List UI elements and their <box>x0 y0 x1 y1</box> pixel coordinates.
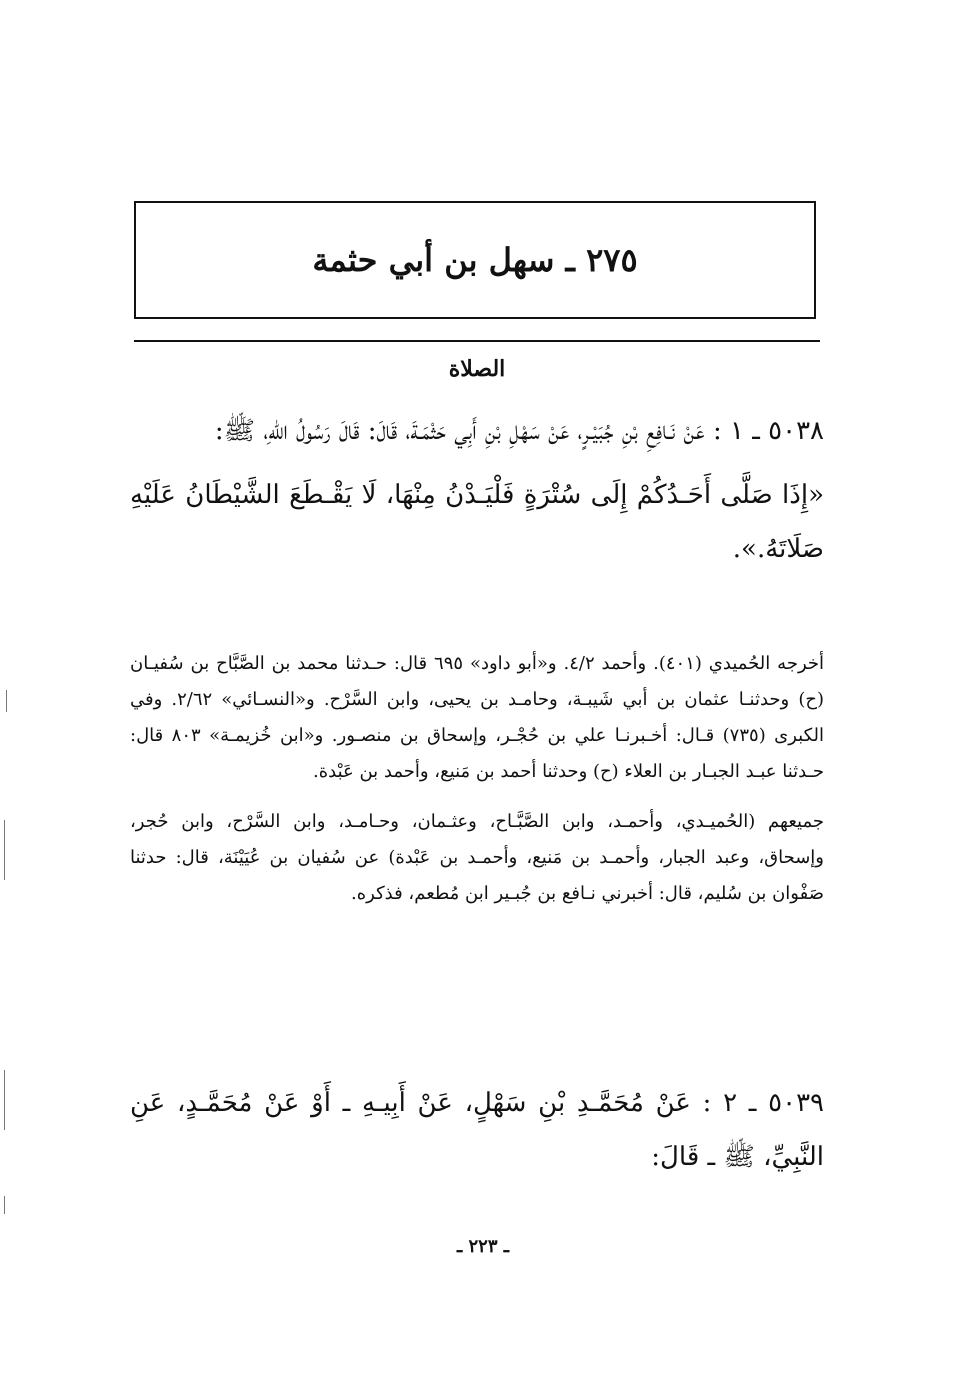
scan-margin-mark <box>4 1196 5 1214</box>
takhrij-paragraph: جميعهم (الحُميـدي، وأحمـد، وابن الصَّبَّـاح، وعثـمان، وحـامـد، وابن السَّرْح، وابن حُجر، وإسحاق، وعبد الجبار، وأحمـد بن مَنيع، وأحمـد بن عَبْدة) عن سُفيان بن عُيَيْنَة، قال: حدثنا صَفْوان بن سُليم، قال: أخبرني نـافع بن جُبـير ابن مُطعم، فذكره. <box>130 811 824 904</box>
header-rule <box>134 340 820 342</box>
section-heading: الصلاة <box>448 356 506 382</box>
scan-margin-mark <box>4 820 5 880</box>
chapter-title: ٢٧٥ ـ سهل بن أبي حثمة <box>312 241 638 279</box>
scan-margin-mark <box>6 690 7 712</box>
hadith-isnad: ٥٠٣٩ ـ ٢ : عَنْ مُحَمَّـدِ بْنِ سَهْلٍ، عَنْ أَبِيـهِ ـ أَوْ عَنْ مُحَمَّـدٍ، عَنِ النَّبِيِّ، ﷺ ـ قَالَ: <box>130 1088 825 1172</box>
takhrij-notes <box>130 646 824 912</box>
hadith-isnad: ٥٠٣٨ ـ ١ : عَنْ نَـافِعِ بْنِ جُبَيْـرٍ، عَنْ سَهْلِ بْنِ أَبِي حَثْمَـةَ، قَالَ: قَالَ رَسُولُ اللّٰهِ، ﷺ: <box>214 416 824 446</box>
hadith-matn: «إِذَا صَلَّى أَحَـدُكُمْ إِلَى سُتْرَةٍ فَلْيَـدْنُ مِنْهَا، لَا يَقْـطَعَ الشَّيْطَانُ عَلَيْهِ صَلَاتَهُ.». <box>130 480 824 564</box>
chapter-title-box <box>134 201 816 319</box>
scan-margin-mark <box>4 1070 5 1130</box>
hadith-5038 <box>130 404 824 576</box>
takhrij-paragraph: أخرجه الحُميدي (٤٠١). وأحمد ٤/٢. و«أبو داود» ٦٩٥ قال: حـدثنا محمد بن الصَّبَّاح بن سُفيـان (ح) وحدثنـا عثمان بن أبي شَيبـة، وحامـد بن يحيى، وابن السَّرْح. و«النسـائي» ٢/٦٢. وفي الكبرى (٧٣٥) قـال: أخـبرنـا علي بن حُجْـر، وإسحاق بن منصـور. و«ابن خُزيمـة» ٨٠٣ قال: حـدثنا عبـد الجبـار بن العلاء (ح) وحدثنا أحمد بن مَنيع، وأحمد بن عَبْدة. <box>130 653 825 782</box>
page-number: ـ ٢٢٣ ـ <box>456 1236 510 1257</box>
hadith-5039 <box>130 1076 824 1184</box>
